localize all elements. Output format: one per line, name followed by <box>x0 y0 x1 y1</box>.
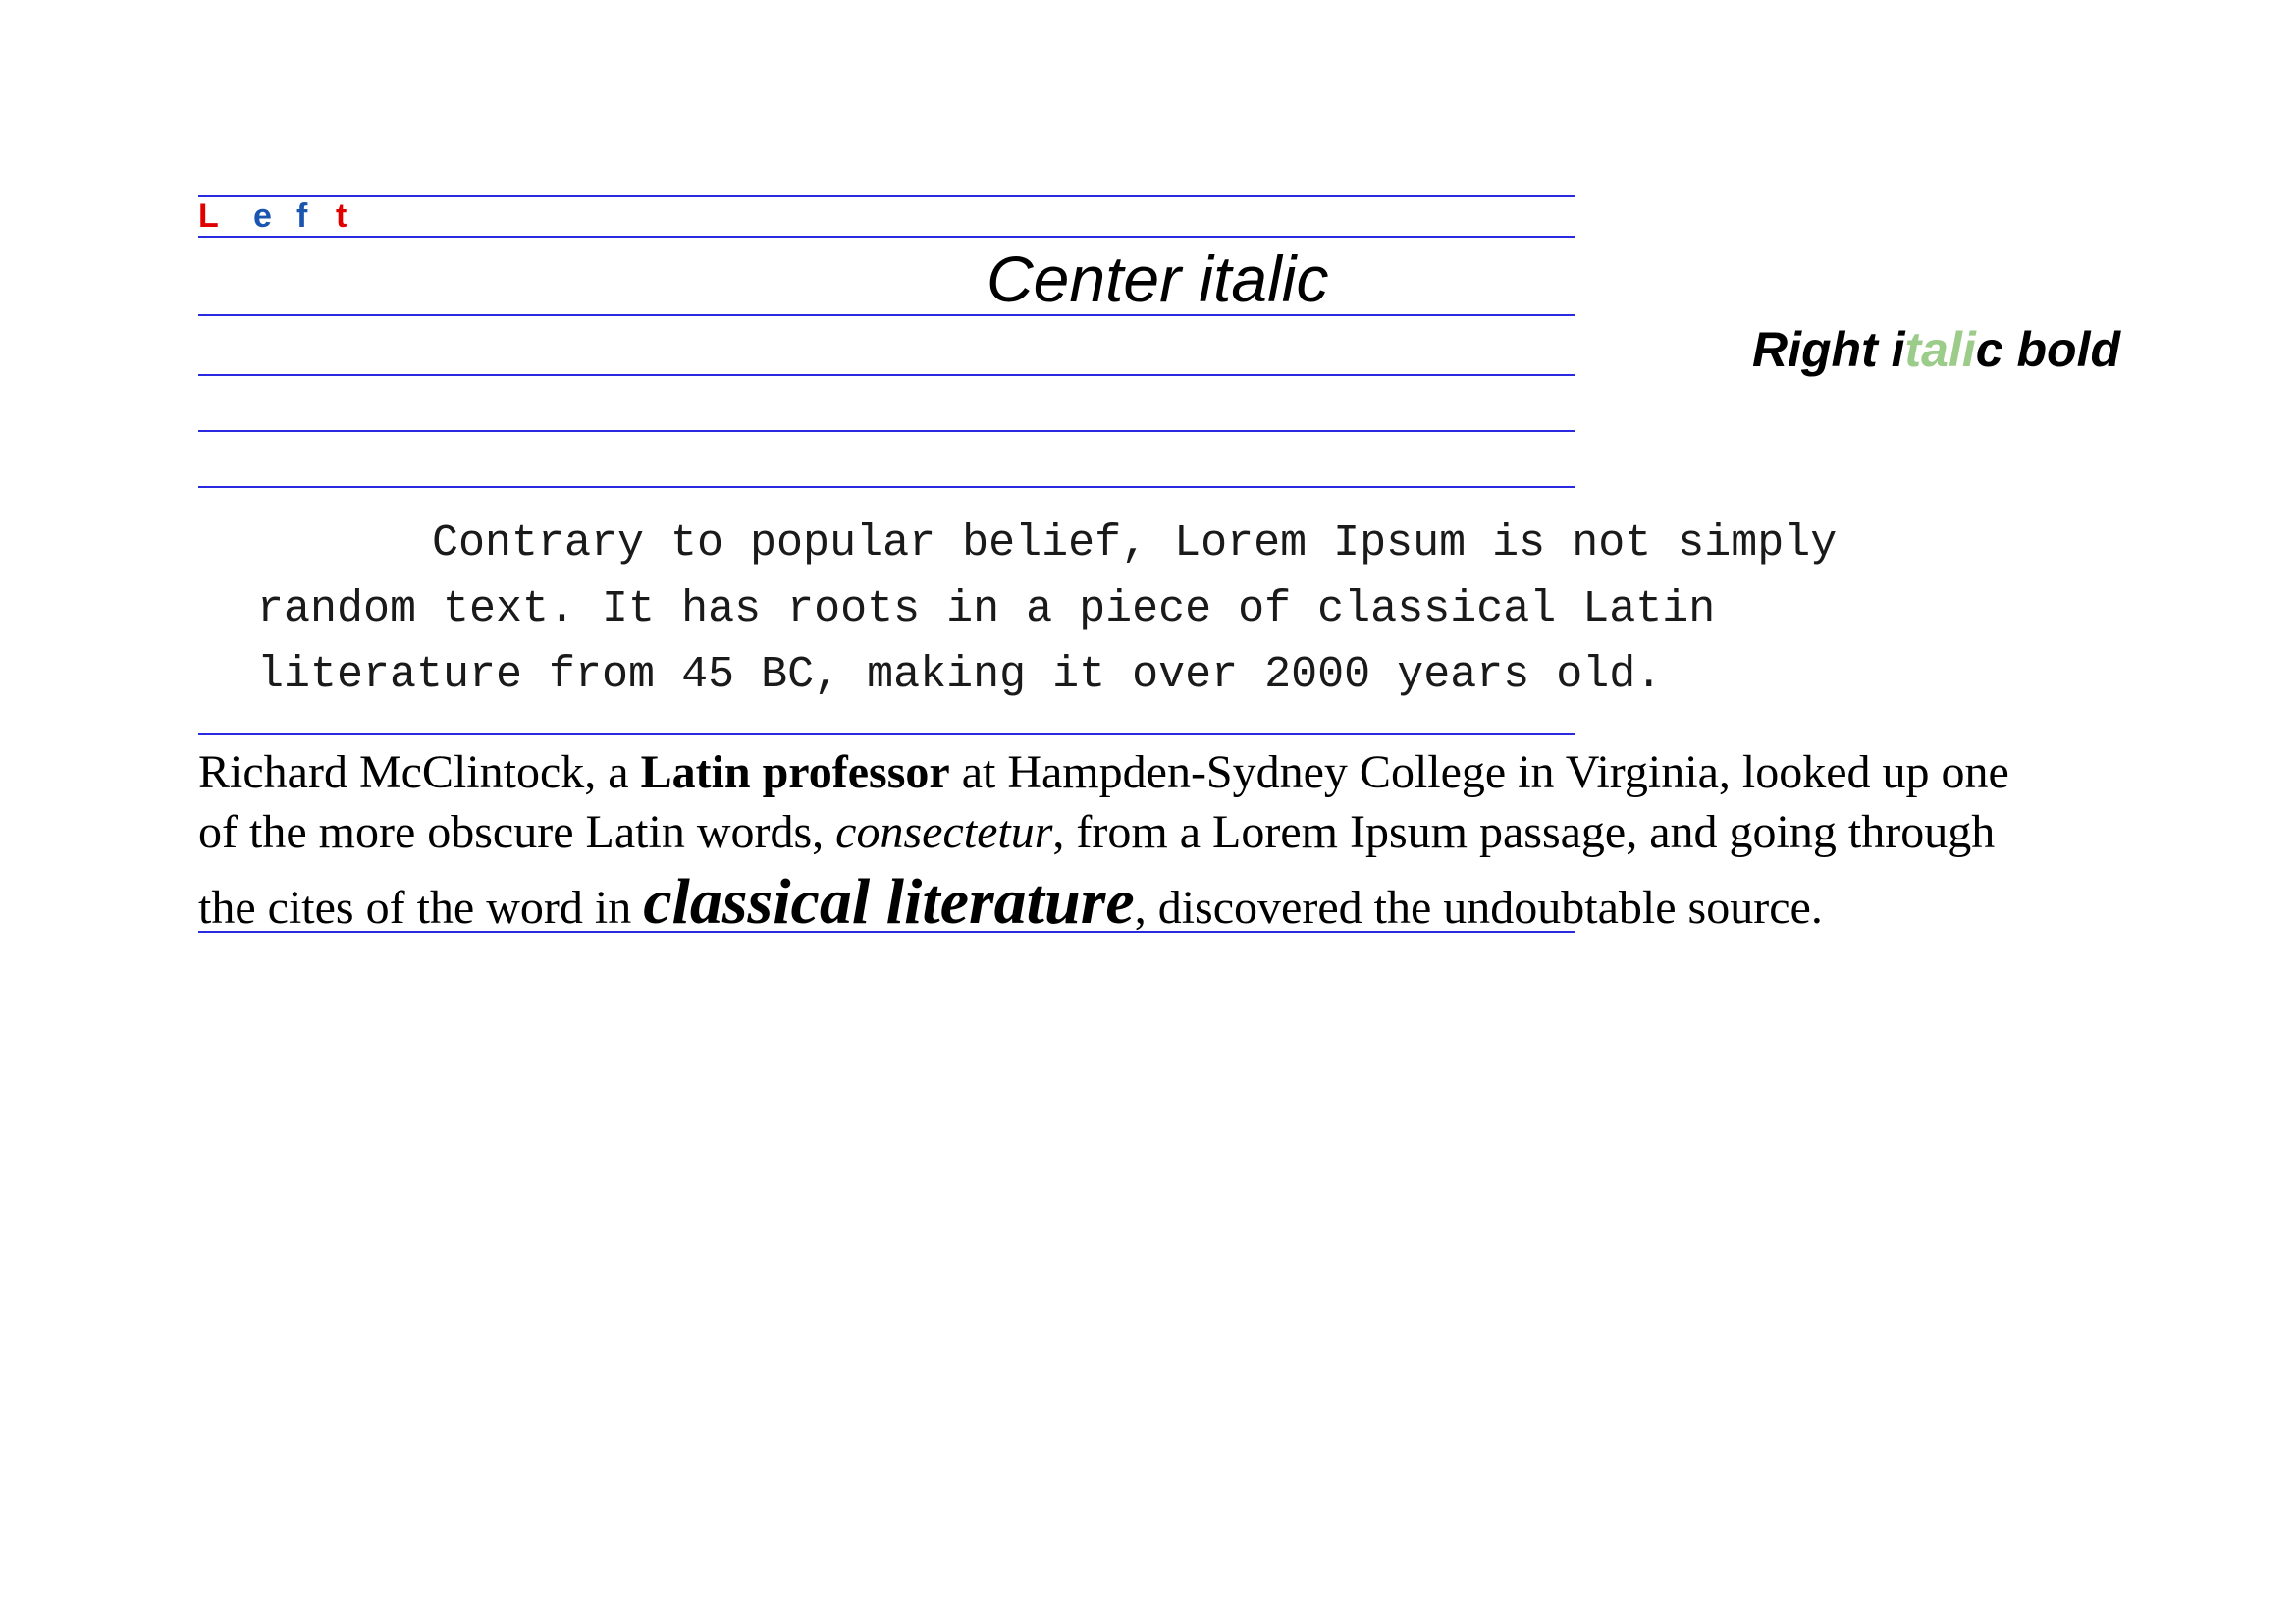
large-bold-italic-text: classical literature <box>643 866 1135 938</box>
mono-line-2: random text. It has roots in a piece of classical Latin <box>257 584 1716 634</box>
serif-text: of the more obscure Latin words, <box>198 806 836 858</box>
italic-text: consectetur <box>835 806 1053 858</box>
right-label-after: c bold <box>1975 322 2120 377</box>
left-letter-l: L <box>198 197 219 235</box>
serif-line-1 <box>198 742 2122 802</box>
serif-text: Richard McClintock, a <box>198 746 641 798</box>
rule-line-7 <box>198 733 1575 735</box>
right-label-before: Right i <box>1752 322 1905 377</box>
left-label <box>198 196 347 236</box>
right-italic-bold-label <box>1752 321 2120 378</box>
rule-line-1 <box>198 195 1575 197</box>
left-letter-f: f <box>296 197 308 235</box>
rule-line-6 <box>198 486 1575 488</box>
serif-text: the cites of the word in <box>198 882 644 934</box>
rule-line-3 <box>198 314 1575 316</box>
mono-line-1: Contrary to popular belief, Lorem Ipsum is not simply <box>432 518 1838 568</box>
serif-line-2 <box>198 802 2122 862</box>
monospace-paragraph <box>257 511 2014 708</box>
serif-text: , discovered the undoubtable source. <box>1134 882 1823 934</box>
left-letter-e: e <box>253 197 272 235</box>
bold-text: Latin professor <box>640 746 950 798</box>
right-label-highlight: tali <box>1904 322 1976 377</box>
mono-line-3: literature from 45 BC, making it over 2000 years old. <box>257 650 1663 700</box>
rule-line-2 <box>198 236 1575 238</box>
serif-line-3 <box>198 868 2122 943</box>
serif-text: , from a Lorem Ipsum passage, and going through <box>1052 806 1996 858</box>
center-italic-label: Center italic <box>987 243 1329 315</box>
serif-paragraph <box>198 742 2122 943</box>
rule-line-4 <box>198 374 1575 376</box>
rule-line-5 <box>198 430 1575 432</box>
left-letter-t: t <box>336 197 347 235</box>
serif-text: at Hampden-Sydney College in Virginia, looked up one <box>949 746 2009 798</box>
